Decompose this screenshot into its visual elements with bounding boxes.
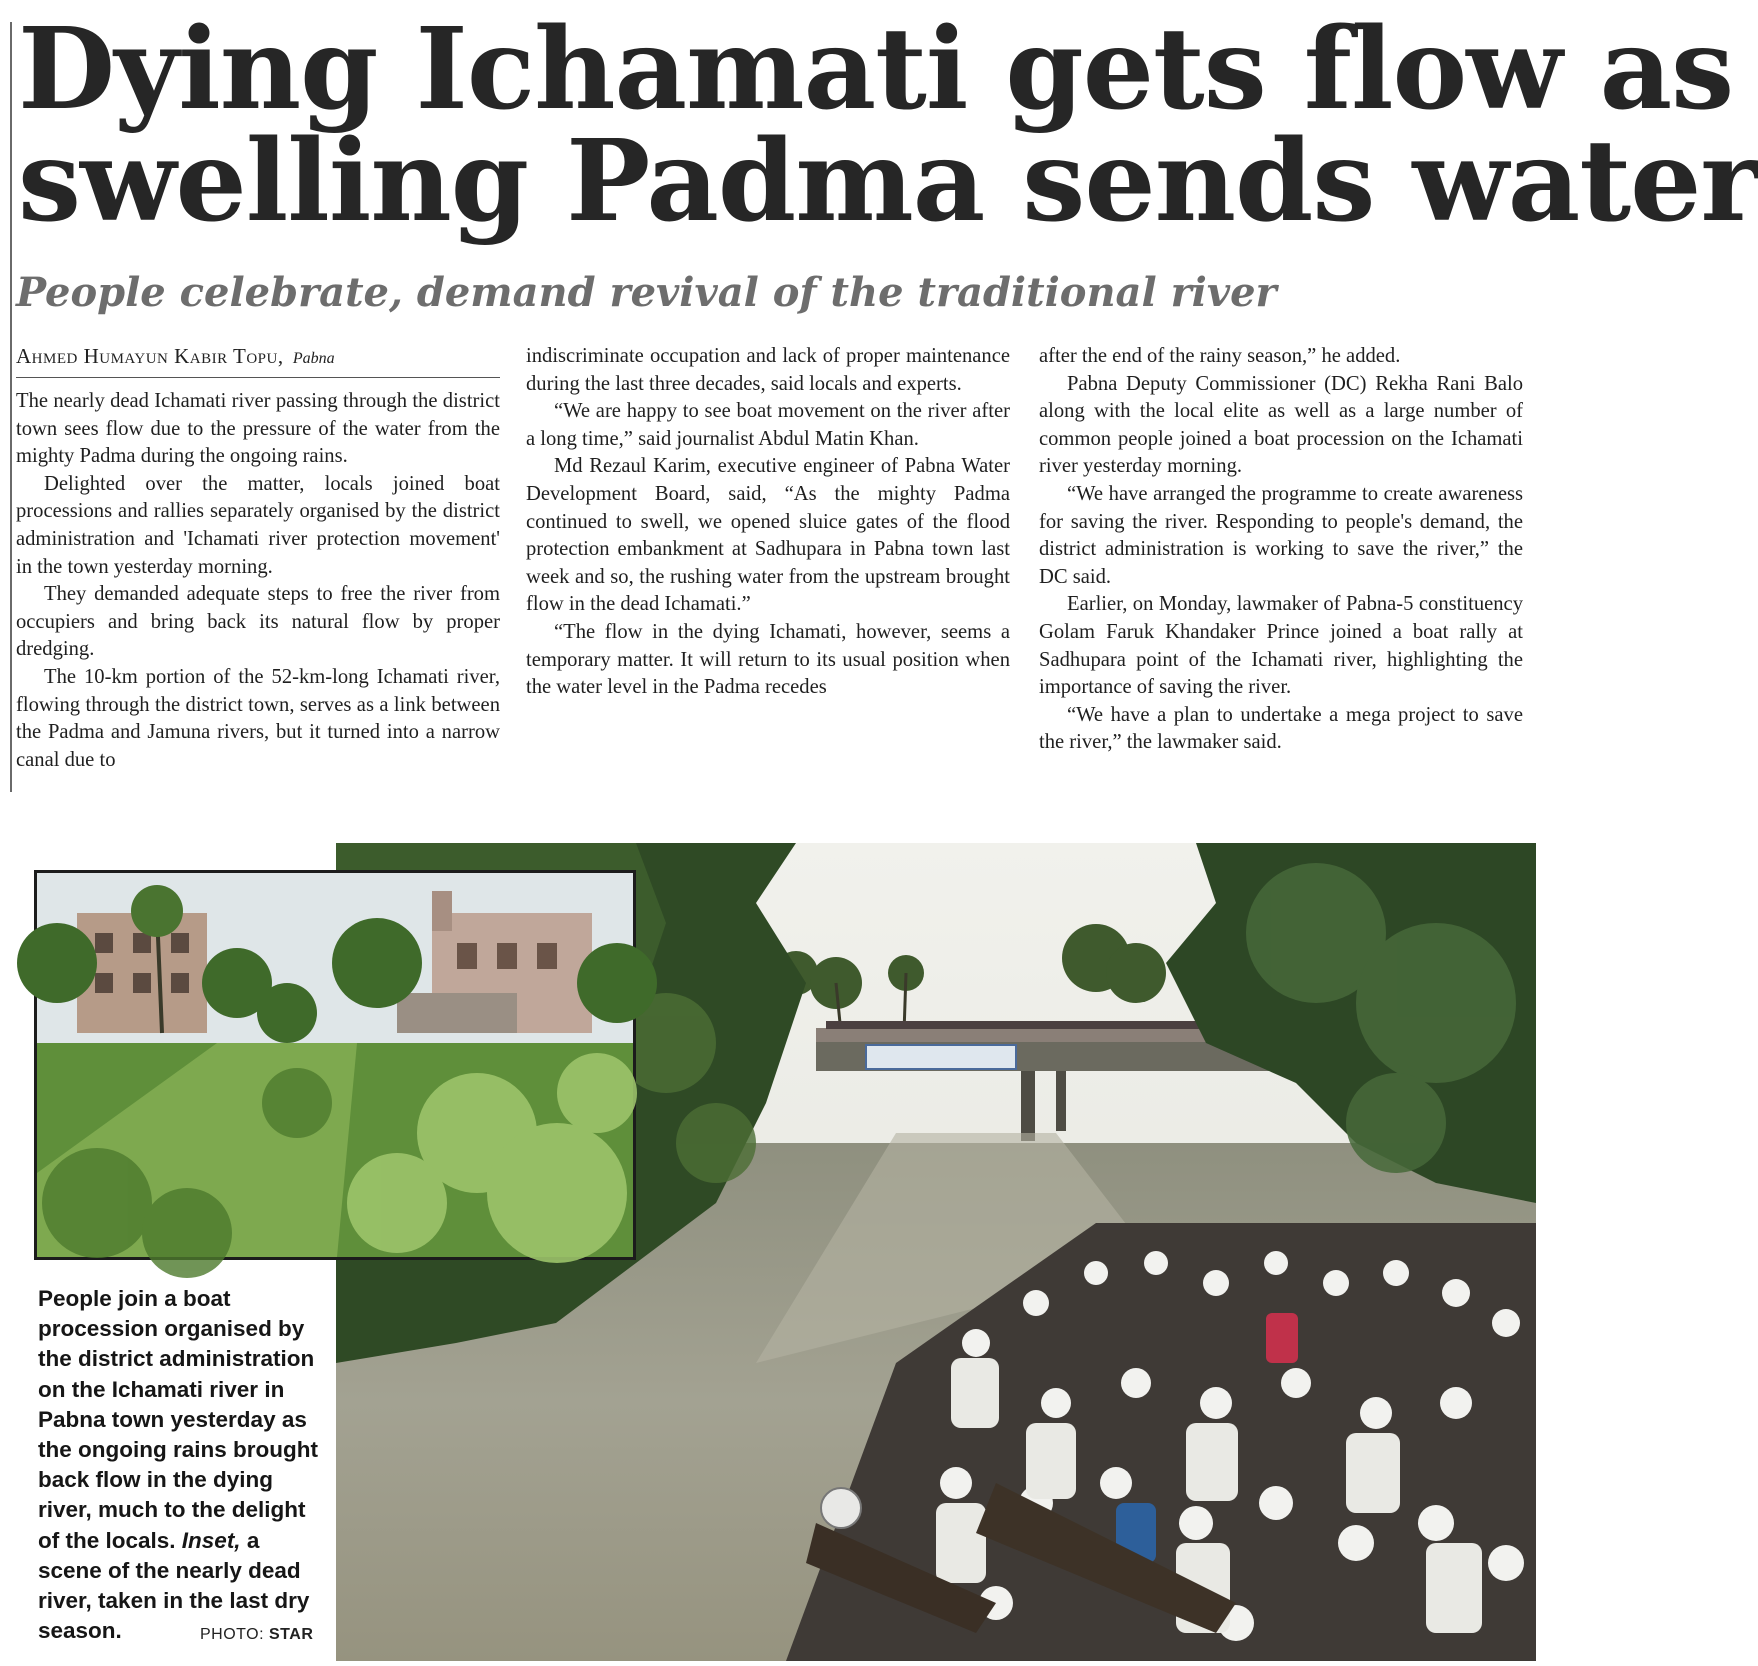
photo-credit-label: PHOTO: xyxy=(200,1626,265,1643)
photo-caption xyxy=(38,1284,322,1646)
paragraph: Delighted over the matter, locals joined boat processions and rallies separately organised by the district administration and 'Ichamati river protection movement' in the town yesterday morning. xyxy=(16,472,500,578)
byline-author: Ahmed Humayun Kabir Topu, xyxy=(16,344,284,368)
left-column-rule xyxy=(10,22,12,792)
subheadline: People celebrate, demand revival of the traditional river xyxy=(16,269,1277,316)
article-column-3 xyxy=(1039,343,1523,757)
paragraph: indiscriminate occupation and lack of proper maintenance during the last three decades, said locals and experts. xyxy=(526,345,1010,395)
article-column-2 xyxy=(526,343,1010,702)
paragraph: “We have arranged the programme to create awareness for saving the river. Responding to people's demand, the district administration is working to save the river,” the DC said. xyxy=(1039,482,1523,588)
paragraph: The 10-km portion of the 52-km-long Ichamati river, flowing through the district town, serves as a link between the Padma and Jamuna rivers, but it turned into a narrow canal due to xyxy=(16,665,500,771)
paragraph: “We have a plan to undertake a mega project to save the river,” the lawmaker said. xyxy=(1039,703,1523,754)
byline xyxy=(16,344,500,378)
photo-credit-source: STAR xyxy=(269,1626,314,1643)
paragraph: Earlier, on Monday, lawmaker of Pabna-5 constituency Golam Faruk Khandaker Prince joined a boat rally at Sadhupara point of the Ichamati river, highlighting the importance of saving the river. xyxy=(1039,593,1523,699)
caption-main-text: People join a boat procession organised by the district administration on the Ichamati river in Pabna town yesterday as the ongoing rains brought back flow in the dying river, much to the delight of the locals. xyxy=(38,1286,318,1553)
headline-line-2: swelling Padma sends water xyxy=(18,116,1758,247)
caption-inset-text: a scene of the nearly dead river, taken in the last dry season. xyxy=(38,1527,310,1644)
paragraph: after the end of the rainy season,” he added. xyxy=(1039,345,1401,367)
paragraph: They demanded adequate steps to free the river from occupiers and bring back its natural flow by proper dredging. xyxy=(16,583,500,661)
paragraph: Pabna Deputy Commissioner (DC) Rekha Rani Balo along with the local elite as well as a large number of common people joined a boat procession on the Ichamati river yesterday morning. xyxy=(1039,372,1523,478)
paragraph: The nearly dead Ichamati river passing through the district town sees flow due to the pressure of the water from the mighty Padma during the ongoing rains. xyxy=(16,390,500,468)
article-column-1 xyxy=(16,388,500,774)
byline-location: Pabna xyxy=(292,350,335,367)
photo-credit xyxy=(200,1626,313,1644)
paragraph: “The flow in the dying Ichamati, however, seems a temporary matter. It will return to its usual position when the water level in the Padma recedes xyxy=(526,620,1010,699)
paragraph: Md Rezaul Karim, executive engineer of Pabna Water Development Board, said, “As the mighty Padma continued to swell, we opened sluice gates of the flood protection embankment at Sadhupara in Pabna town last week and so, the rushing water from the upstream brought flow in the dead Ichamati.” xyxy=(526,455,1010,616)
dry-river-illustration xyxy=(37,873,633,1257)
caption-inset-label: Inset, xyxy=(181,1527,241,1553)
inset-photo-dry-river xyxy=(34,870,636,1260)
headline xyxy=(18,4,1758,247)
paragraph: “We are happy to see boat movement on the river after a long time,” said journalist Abdul Matin Khan. xyxy=(526,400,1010,450)
headline-line-1: Dying Ichamati gets flow as xyxy=(18,4,1734,135)
